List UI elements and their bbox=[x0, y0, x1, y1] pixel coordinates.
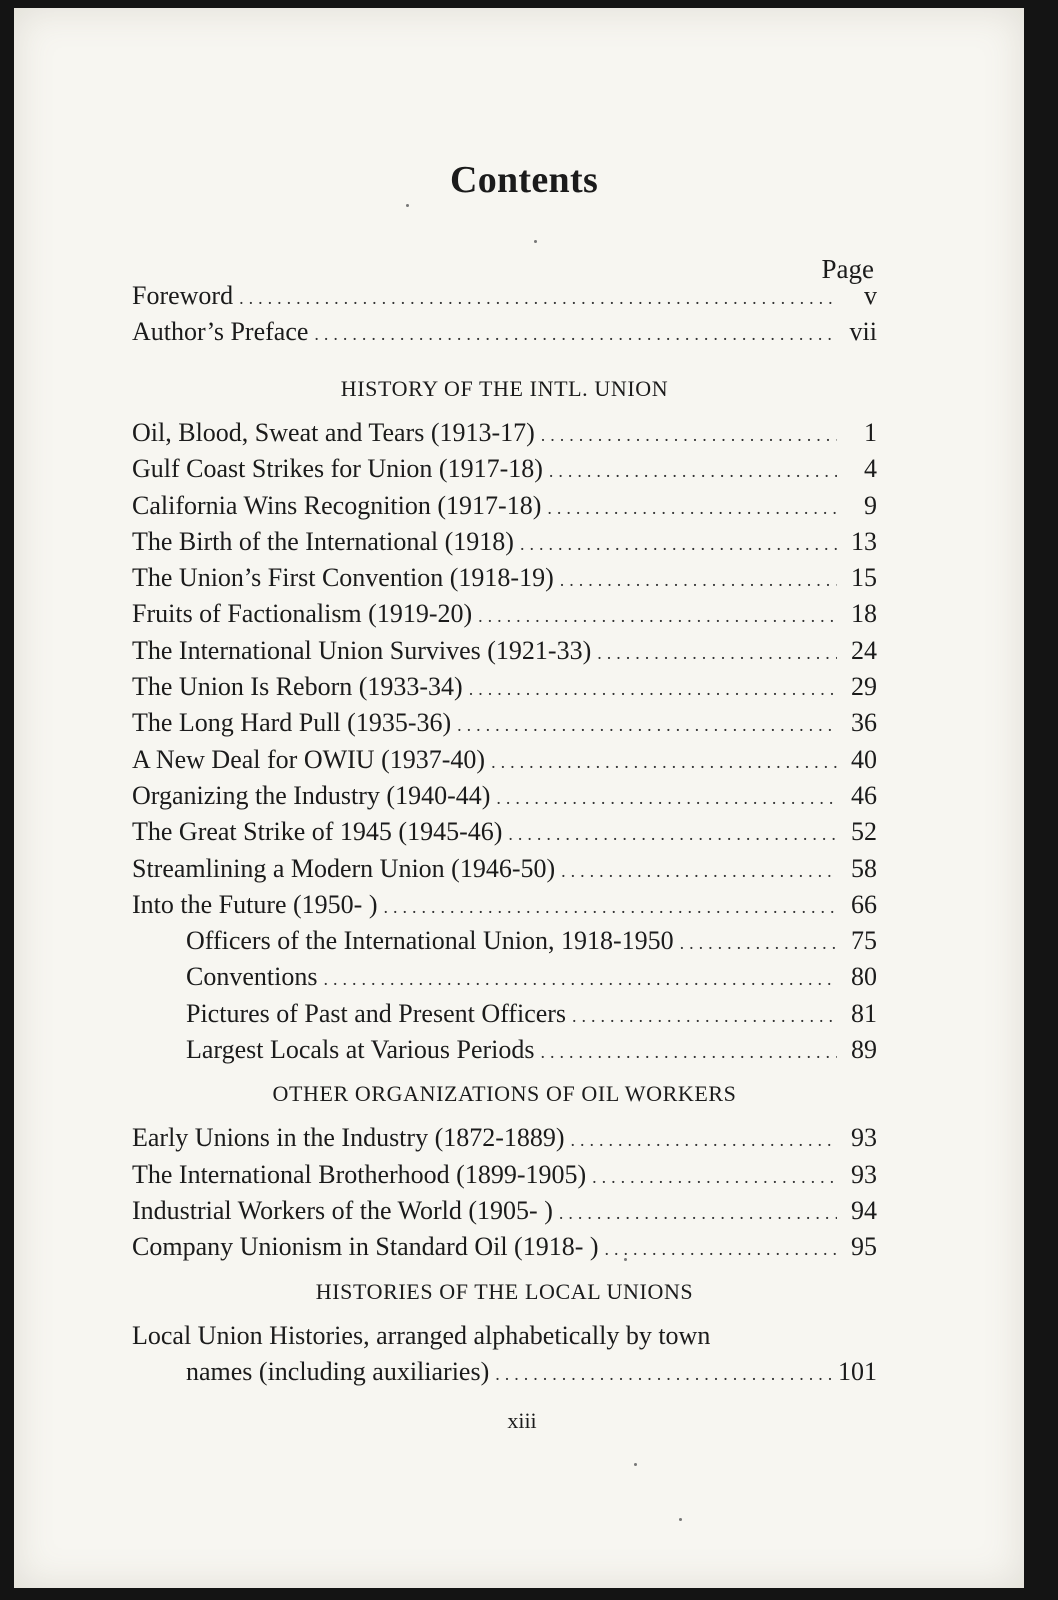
toc-entry: Oil, Blood, Sweat and Tears (1913-17) ..... 1 bbox=[132, 415, 877, 451]
paper-speck bbox=[634, 1463, 637, 1466]
toc-entry-line1: Local Union Histories, arranged alphabetically by town bbox=[132, 1320, 711, 1350]
page-column-label: Page bbox=[821, 254, 874, 284]
toc-entry: Streamlining a Modern Union (1946-50) ..... 58 bbox=[132, 851, 877, 887]
toc-entry: A New Deal for OWIU (1937-40) ..... 40 bbox=[132, 742, 877, 778]
toc-entry: Industrial Workers of the World (1905- ) ..... 94 bbox=[132, 1193, 877, 1229]
toc-entry: Gulf Coast Strikes for Union (1917-18) ..... 4 bbox=[132, 451, 877, 487]
paper-speck bbox=[406, 204, 409, 207]
toc-entry-preface: Author’s Preface ..... vii bbox=[132, 314, 877, 350]
toc-entry: The Birth of the International (1918) ..... 13 bbox=[132, 524, 877, 560]
toc-entry: California Wins Recognition (1917-18) ..... 9 bbox=[132, 488, 877, 524]
section-heading: OTHER ORGANIZATIONS OF OIL WORKERS bbox=[272, 1081, 737, 1107]
toc-entry: Into the Future (1950- ) ..... 66 bbox=[132, 887, 877, 923]
toc-entry: The Union’s First Convention (1918-19) ..... 15 bbox=[132, 560, 877, 596]
page-folio: xiii bbox=[507, 1408, 537, 1433]
section-heading: HISTORIES OF THE LOCAL UNIONS bbox=[315, 1278, 694, 1304]
section-heading: HISTORY OF THE INTL. UNION bbox=[340, 376, 669, 401]
paper-speck bbox=[534, 240, 537, 243]
paper-speck bbox=[679, 1518, 682, 1521]
toc-sub-entry: Officers of the International Union, 1918-1950 ..... 75 bbox=[132, 923, 877, 959]
section-history-intl-union bbox=[132, 363, 877, 1390]
toc-entry: The Union Is Reborn (1933-34) ..... 29 bbox=[132, 669, 877, 705]
toc-entry: The International Brotherhood (1899-1905) ..... 93 bbox=[132, 1157, 877, 1193]
toc-entry-line2: names (including auxiliaries) ..... 101 bbox=[132, 1354, 877, 1390]
toc-entry-foreword: Foreword ..... v bbox=[132, 278, 877, 314]
toc-entry: Company Unionism in Standard Oil (1918- ) ..... 95 bbox=[132, 1229, 877, 1265]
toc-entry: Early Unions in the Industry (1872-1889) ..... 93 bbox=[132, 1120, 877, 1156]
toc-entry: The Great Strike of 1945 (1945-46) ..... 52 bbox=[132, 814, 877, 850]
toc-entry: Fruits of Factionalism (1919-20) ..... 18 bbox=[132, 596, 877, 632]
paper-speck bbox=[624, 1258, 627, 1261]
page-title: Contents bbox=[449, 159, 599, 201]
book-page bbox=[14, 8, 1024, 1588]
toc-sub-entry: Largest Locals at Various Periods ..... 89 bbox=[132, 1032, 877, 1068]
toc-entry: The Long Hard Pull (1935-36) ..... 36 bbox=[132, 705, 877, 741]
toc-entry: Organizing the Industry (1940-44) ..... 46 bbox=[132, 778, 877, 814]
toc-sub-entry: Pictures of Past and Present Officers ..... 81 bbox=[132, 996, 877, 1032]
front-matter-list bbox=[132, 278, 877, 351]
toc-entry: The International Union Survives (1921-33) ..... 24 bbox=[132, 633, 877, 669]
toc-sub-entry: Conventions ..... 80 bbox=[132, 959, 877, 995]
